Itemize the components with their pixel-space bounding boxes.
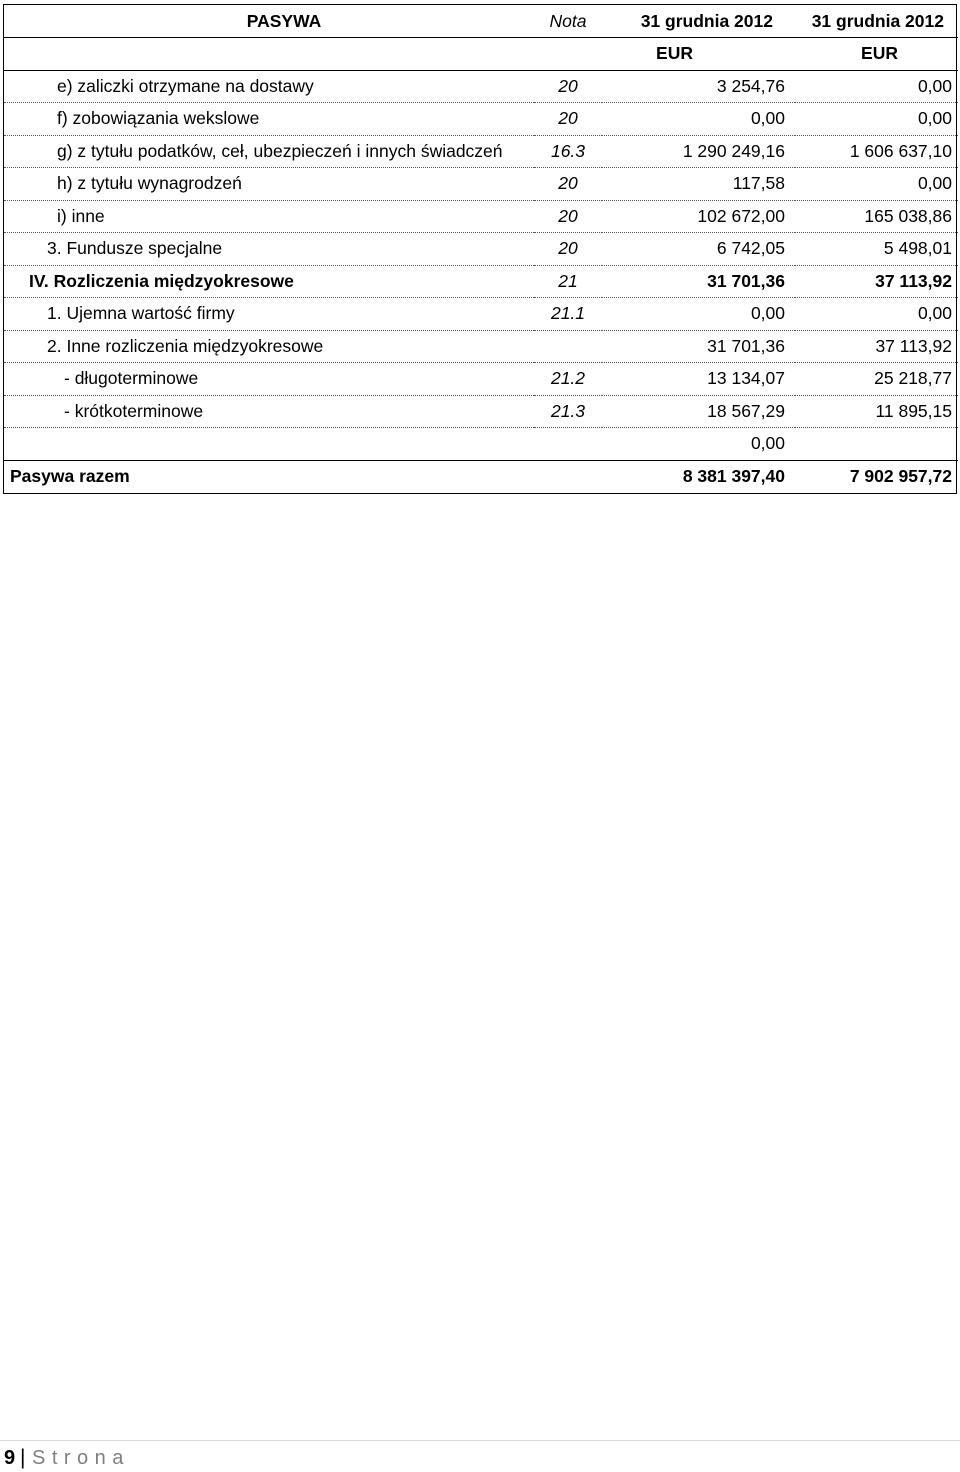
table-row [4,135,958,168]
row-value-1: 117,58 [602,168,795,201]
page-word: Strona [32,1447,130,1469]
row-label: g) z tytułu podatków, ceł, ubezpieczeń i innych świadczeń [4,135,534,168]
row-value-2: 25 218,77 [795,363,958,396]
total-row [4,460,958,493]
row-value-2: 0,00 [795,168,958,201]
header-nota: Nota [534,5,602,38]
row-value-1: 3 254,76 [602,70,795,103]
row-value-2: 11 895,15 [795,395,958,428]
row-value-1: 6 742,05 [602,233,795,266]
row-value-1: 0,00 [602,103,795,136]
row-nota: 20 [534,103,602,136]
table-row [4,395,958,428]
row-value-2: 0,00 [795,70,958,103]
table-row [4,298,958,331]
row-value-1: 0,00 [602,298,795,331]
total-nota-empty [534,460,602,493]
row-label: 2. Inne rozliczenia międzyokresowe [4,330,534,363]
header-date-2: 31 grudnia 2012 [795,5,958,38]
row-label: 3. Fundusze specjalne [4,233,534,266]
row-nota [534,330,602,363]
table-row [4,363,958,396]
row-nota: 20 [534,233,602,266]
row-nota: 20 [534,200,602,233]
table-row [4,168,958,201]
row-label [4,428,534,461]
row-label: f) zobowiązania wekslowe [4,103,534,136]
row-nota: 21 [534,265,602,298]
header-label: PASYWA [4,5,534,38]
table-row [4,200,958,233]
row-nota [534,428,602,461]
currency-nota-empty [534,38,602,71]
row-value-1: 13 134,07 [602,363,795,396]
total-value-2: 7 902 957,72 [795,460,958,493]
row-value-2: 0,00 [795,103,958,136]
row-nota: 16.3 [534,135,602,168]
row-label: e) zaliczki otrzymane na dostawy [4,70,534,103]
row-nota: 21.2 [534,363,602,396]
liabilities-table [4,5,958,493]
row-value-1: 31 701,36 [602,330,795,363]
table-row [4,428,958,461]
total-label: Pasywa razem [4,460,534,493]
footer-separator: | [20,1446,26,1469]
row-value-2: 1 606 637,10 [795,135,958,168]
row-value-2: 37 113,92 [795,265,958,298]
row-value-1: 1 290 249,16 [602,135,795,168]
row-value-2: 0,00 [795,298,958,331]
table-row-section [4,265,958,298]
page-number: 9 [4,1447,16,1469]
row-value-1: 31 701,36 [602,265,795,298]
row-label: h) z tytułu wynagrodzeń [4,168,534,201]
header-date-1: 31 grudnia 2012 [602,5,795,38]
row-label: 1. Ujemna wartość firmy [4,298,534,331]
row-value-2 [795,428,958,461]
row-nota: 20 [534,70,602,103]
row-value-2: 5 498,01 [795,233,958,266]
currency-col-1: EUR [602,38,795,71]
row-nota: 20 [534,168,602,201]
row-label: - krótkoterminowe [4,395,534,428]
table-row [4,233,958,266]
currency-row [4,38,958,71]
table-row [4,103,958,136]
table-row [4,330,958,363]
row-value-2: 37 113,92 [795,330,958,363]
row-nota: 21.1 [534,298,602,331]
balance-sheet-liabilities [3,4,957,494]
row-label: i) inne [4,200,534,233]
row-value-2: 165 038,86 [795,200,958,233]
currency-col-2: EUR [795,38,958,71]
row-value-1: 18 567,29 [602,395,795,428]
table-row [4,70,958,103]
table-header-row [4,5,958,38]
total-value-1: 8 381 397,40 [602,460,795,493]
row-nota: 21.3 [534,395,602,428]
page-footer [0,1440,960,1472]
row-value-1: 102 672,00 [602,200,795,233]
row-label: IV. Rozliczenia międzyokresowe [4,265,534,298]
row-label: - długoterminowe [4,363,534,396]
row-value-1: 0,00 [602,428,795,461]
currency-label-empty [4,38,534,71]
